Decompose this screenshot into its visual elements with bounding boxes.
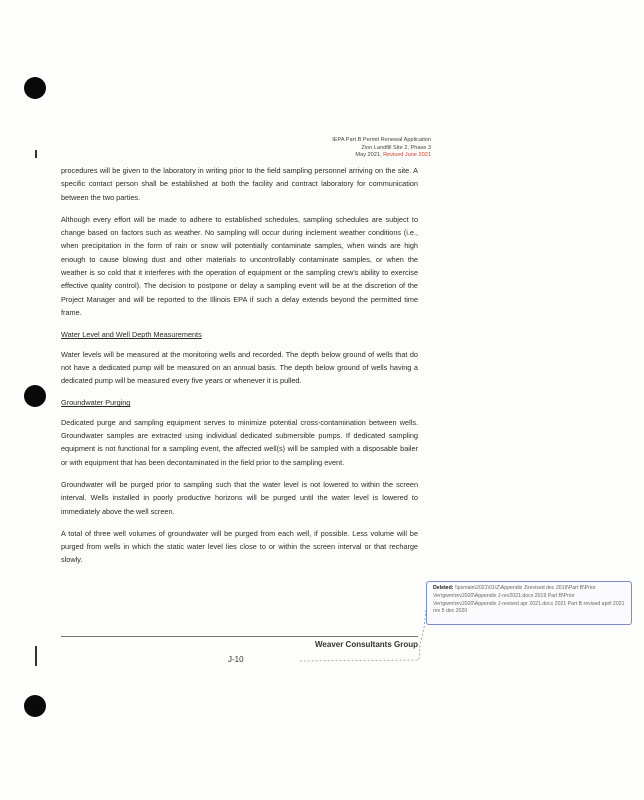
paragraph-purge-equipment: Dedicated purge and sampling equipment serves to minimize potential cross-contamination between wells. Groundwater samples are extracted using individual dedicated submersible pumps. If dedicated sampling equipment is not functional for a sampling event, the affected well(s) will be sampled with a disposable bailer or with equipment that has been decontaminated in the field prior to the sampling event. — [61, 417, 418, 467]
binder-hole-bottom — [24, 695, 46, 717]
paragraph-well-volumes: A total of three well volumes of groundwater will be purged from each well, if possible. Less volume will be purged from wells in which the static water level lies close to or within the screen interval or that recharge slowly. — [61, 528, 418, 565]
document-body — [61, 164, 418, 576]
paragraph-purge-level: Groundwater will be purged prior to sampling such that the water level is not lowered to within the screen interval. Wells installed in poorly productive horizons will be purged until the water level is lowered to immediately above the well screen. — [61, 479, 418, 516]
header-title: IEPA Part B Permit Renewal Application — [332, 137, 431, 143]
document-header — [332, 137, 431, 160]
binder-hole-middle — [24, 385, 46, 407]
deleted-comment-balloon[interactable] — [426, 581, 632, 625]
page-number: J-10 — [228, 655, 244, 664]
revision-bar-bottom — [35, 646, 37, 666]
header-date-tracked-change: , Revised June 2021 — [380, 152, 431, 159]
paragraph-water-level: Water levels will be measured at the monitoring wells and recorded. The depth below ground of wells that do not have a dedicated pump will be measured on an annual basis. The depth below ground of wells having a dedicated pump will be measured every five years or whenever it is pulled. — [61, 349, 418, 386]
footer-company: Weaver Consultants Group — [315, 640, 418, 649]
heading-water-level: Water Level and Well Depth Measurements — [61, 330, 202, 340]
comment-label: Deleted: — [433, 585, 454, 591]
header-date — [332, 152, 431, 160]
revision-bar-top — [35, 150, 37, 158]
header-date-original: May 2021 — [355, 152, 380, 159]
header-site: Zion Landfill Site 2, Phase 3 — [361, 144, 431, 151]
comment-text: \\psmain\2021\01\Z\Appendix J\revised dec 2019\Part B\Prior Ver\gwm\rev2020\Appendix J-rev2021.docx 2019 Part B\Prior Ver\gwm\rev2020\Appendix J-revised apr 2021.docx 2021 Part B revised april 2021 rev 5 dec 2020 — [433, 585, 625, 615]
binder-hole-top — [24, 77, 46, 99]
paragraph-schedule-weather: Although every effort will be made to adhere to established schedules, sampling schedules are subject to change based on factors such as weather. No sampling will occur during inclement weather conditions (i.e., when precipitation in the form of rain or snow will potentially contaminate samples, when winds are high enough to cause blowing dust and other materials to uncontrollably contaminate samples, or when the weather is so cold that it interferes with the operation of equipment or the sampling crew's ability to exercise effective quality control). The decision to postpone or delay a sampling event will be at the discretion of the Project Manager and will be reported to the Illinois EPA if such a delay extends beyond the permitted time frame. — [61, 214, 418, 317]
paragraph-lab-procedures: procedures will be given to the laboratory in writing prior to the field sampling personnel arriving on the site. A specific contact person shall be established at both the facility and contract laboratory for communication between the two parties. — [61, 166, 418, 202]
heading-groundwater-purging: Groundwater Purging — [61, 398, 131, 408]
footer-rule — [61, 636, 418, 637]
